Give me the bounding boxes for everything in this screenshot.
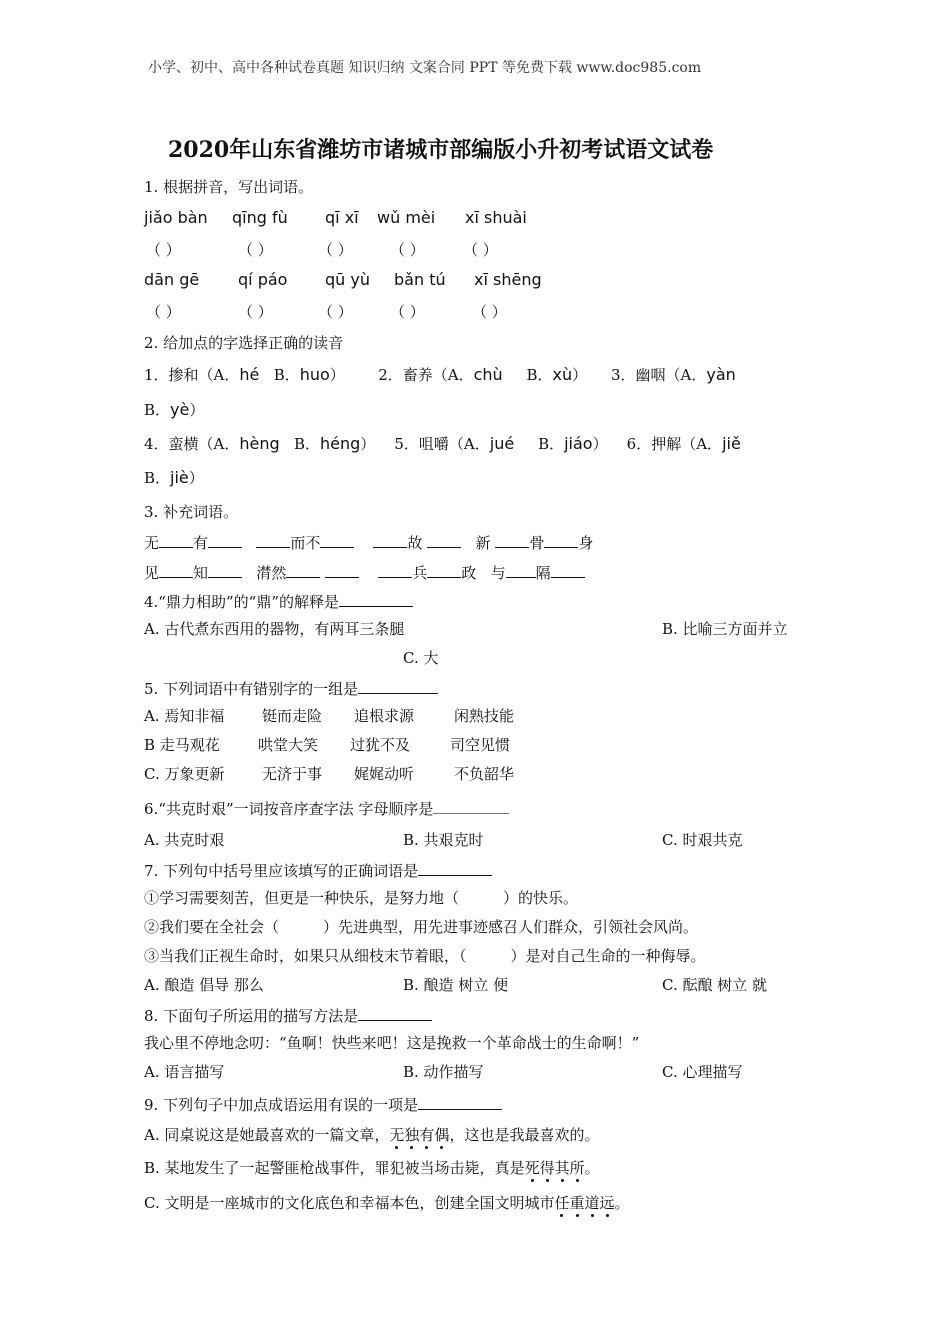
answer-paren[interactable]: （ ）: [238, 303, 273, 321]
pinyin-7: qí páo: [238, 270, 288, 289]
idiom-blank[interactable]: [427, 561, 461, 578]
dotted-idiom: [389, 1126, 449, 1144]
idiom-blank[interactable]: [256, 531, 290, 548]
idiom-blank[interactable]: [208, 531, 242, 548]
sentence-text: ③当我们正视生命时，如果只从细枝末节着眼，（: [144, 947, 467, 965]
question-2-line-1: [144, 365, 736, 385]
answer-blank[interactable]: [358, 677, 438, 694]
question-1-stem: 1. 根据拼音，写出词语。: [144, 178, 314, 196]
idiom-char: 政: [461, 564, 477, 582]
pinyin-option: yè: [170, 400, 190, 419]
option-text: 2．畜养（A．: [378, 366, 474, 384]
option-a[interactable]: [144, 1125, 599, 1145]
idiom-char: 知: [193, 564, 209, 582]
answer-paren[interactable]: （ ）: [318, 241, 353, 259]
option-word: 哄堂大笑: [258, 736, 319, 754]
option-b[interactable]: B. 酿造 树立 便: [403, 976, 509, 994]
pinyin-option: hé: [239, 365, 260, 384]
dotted-char: 道: [584, 1194, 600, 1212]
answer-blank[interactable]: [339, 590, 413, 607]
sentence-text: ②我们要在全社会（: [144, 918, 280, 936]
option-text: ）: [329, 366, 345, 384]
idiom-blank[interactable]: [373, 531, 407, 548]
pinyin-8: qū yù: [325, 270, 370, 289]
option-text: 5．咀嚼（A．: [394, 435, 490, 453]
option-word: 追根求源: [354, 707, 415, 725]
option-a[interactable]: A. 共克时艰: [144, 831, 225, 849]
option-text: ）: [188, 469, 204, 487]
option-b[interactable]: B. 动作描写: [403, 1063, 484, 1081]
question-2-line-2: [144, 400, 204, 420]
option-text: B．: [293, 435, 321, 453]
question-9-text: 9. 下列句子中加点成语运用有误的一项是: [144, 1096, 419, 1114]
answer-blank[interactable]: [358, 1004, 432, 1021]
question-2-line-4: [144, 468, 204, 488]
pinyin-5: xī shuài: [465, 208, 527, 227]
idiom-blank[interactable]: [325, 561, 359, 578]
option-text: 。: [584, 1159, 600, 1177]
idiom-char: 而不: [290, 534, 321, 552]
idiom-row-1: [144, 531, 593, 553]
sentence-text: ）先进典型，用先进事迹感召人们群众，引领社会风尚。: [323, 918, 699, 936]
option-c[interactable]: C. 时艰共克: [662, 831, 743, 849]
dotted-char: 有: [419, 1126, 435, 1144]
question-9-stem: [144, 1093, 502, 1115]
option-text: A. 同桌说这是她最喜欢的一篇文章，: [144, 1126, 390, 1144]
option-a[interactable]: A. 酿造 倡导 那么: [144, 976, 264, 994]
pinyin-3: qī xī: [325, 208, 359, 227]
idiom-blank[interactable]: [506, 561, 536, 578]
option-text: B．: [538, 435, 565, 453]
pinyin-option: chù: [473, 365, 503, 384]
answer-paren[interactable]: （ ）: [238, 241, 273, 259]
option-a[interactable]: A. 古代煮东西用的器物，有两耳三条腿: [144, 620, 405, 638]
answer-paren[interactable]: （ ）: [390, 241, 425, 259]
option-a[interactable]: A. 语言描写: [144, 1063, 225, 1081]
dotted-char: 任: [554, 1194, 570, 1212]
dotted-char: 所: [569, 1159, 585, 1177]
dotted-char: 无: [389, 1126, 405, 1144]
idiom-char: 骨: [529, 534, 545, 552]
dotted-char: 偶: [434, 1126, 450, 1144]
option-text: 4．蛮横（A．: [144, 435, 240, 453]
option-word: 铤而走险: [262, 707, 323, 725]
answer-paren[interactable]: （ ）: [318, 303, 353, 321]
idiom-blank[interactable]: [208, 561, 242, 578]
option-word: 无济于事: [262, 765, 323, 783]
idiom-blank[interactable]: [286, 561, 320, 578]
option-text: B．: [526, 366, 553, 384]
pinyin-6: dān gē: [144, 270, 200, 289]
option-text: ）: [360, 435, 376, 453]
idiom-blank[interactable]: [320, 531, 354, 548]
pinyin-option: huo: [299, 365, 330, 384]
idiom-char: 兵: [412, 564, 428, 582]
option-c[interactable]: C. 酝酿 树立 就: [662, 976, 768, 994]
pinyin-option: jiè: [170, 468, 189, 487]
idiom-char: 故: [407, 534, 423, 552]
answer-blank[interactable]: [433, 797, 509, 814]
question-5-text: 5. 下列词语中有错别字的一组是: [144, 680, 359, 698]
dotted-idiom: [525, 1159, 585, 1177]
dotted-char: 得: [539, 1159, 555, 1177]
sentence-text: ①学习需要刻苦，但更是一种快乐，是努力地（: [144, 889, 460, 907]
idiom-char: 隔: [535, 564, 551, 582]
pinyin-1: jiǎo bàn: [144, 208, 208, 227]
question-7-stem: [144, 859, 492, 881]
question-6-text: 6.“共克时艰”一词按音序查字法 字母顺序是: [144, 800, 434, 818]
idiom-char: 新: [475, 534, 491, 552]
sentence-2: [144, 917, 698, 937]
pinyin-option: xù: [552, 365, 573, 384]
answer-paren[interactable]: （ ）: [146, 241, 181, 259]
question-2-line-3: [144, 434, 741, 454]
question-6-stem: [144, 797, 509, 819]
option-c[interactable]: C. 心理描写: [662, 1063, 743, 1081]
sentence-text: ）的快乐。: [503, 889, 579, 907]
idiom-blank[interactable]: [378, 561, 412, 578]
option-text: B. 某地发生了一起警匪枪战事件，罪犯被当场击毙，真是: [144, 1159, 525, 1177]
answer-paren[interactable]: （ ）: [472, 303, 507, 321]
idiom-blank[interactable]: [544, 531, 578, 548]
dotted-char: 独: [404, 1126, 420, 1144]
question-8-text: 8. 下面句子所运用的描写方法是: [144, 1007, 359, 1025]
pinyin-option: hèng: [239, 434, 280, 453]
option-b[interactable]: B. 共艰克时: [403, 831, 484, 849]
answer-paren[interactable]: （ ）: [463, 241, 498, 259]
option-c[interactable]: [144, 1193, 630, 1213]
page-title: 2020年山东省潍坊市诸城市部编版小升初考试语文试卷: [168, 137, 714, 163]
pinyin-option: yàn: [706, 365, 736, 384]
question-2-stem: 2. 给加点的字选择正确的读音: [144, 334, 344, 352]
question-4-stem: [144, 590, 413, 612]
pinyin-2: qīng fù: [232, 208, 288, 227]
dotted-char: 远: [599, 1194, 615, 1212]
sentence-3: [144, 946, 706, 966]
option-word: 闲熟技能: [454, 707, 515, 725]
idiom-char: 无: [144, 534, 160, 552]
idiom-blank[interactable]: [427, 531, 461, 548]
dotted-idiom: [554, 1194, 614, 1212]
option-word: 过犹不及: [350, 736, 411, 754]
pinyin-option: héng: [320, 434, 361, 453]
dotted-char: 其: [554, 1159, 570, 1177]
option-word: 娓娓动听: [354, 765, 415, 783]
option-b[interactable]: [144, 1158, 600, 1178]
quote-sentence: 我心里不停地念叨：“鱼啊！快些来吧！这是挽救一个革命战士的生命啊！”: [144, 1034, 640, 1052]
question-3-stem: 3. 补充词语。: [144, 503, 239, 521]
sentence-1: [144, 888, 578, 908]
option-text: 3．幽咽（A．: [611, 366, 707, 384]
answer-blank[interactable]: [418, 859, 492, 876]
dotted-char: 死: [524, 1159, 540, 1177]
option-word: 不负韶华: [454, 765, 515, 783]
option-b[interactable]: B. 比喻三方面并立: [662, 620, 788, 638]
option-text: ）: [572, 366, 588, 384]
dotted-char: 重: [569, 1194, 585, 1212]
question-7-text: 7. 下列句中括号里应该填写的正确词语是: [144, 862, 419, 880]
option-text: 6．押解（A．: [626, 435, 723, 453]
option-a[interactable]: A. 焉知非福: [144, 707, 225, 725]
option-text: B．: [273, 366, 300, 384]
idiom-blank[interactable]: [551, 561, 585, 578]
option-text: 1．掺和（A．: [144, 366, 240, 384]
option-text: B．: [144, 401, 171, 419]
option-b[interactable]: B 走马观花: [144, 736, 220, 754]
option-text: 。: [614, 1194, 630, 1212]
option-text: ，这也是我最喜欢的。: [449, 1126, 600, 1144]
idiom-char: 见: [144, 564, 160, 582]
site-header: 小学、初中、高中各种试卷真题 知识归纳 文案合同 PPT 等免费下载 www.doc985.com: [148, 60, 702, 76]
pinyin-option: jiáo: [564, 434, 593, 453]
idiom-char: 身: [578, 534, 594, 552]
question-8-stem: [144, 1004, 432, 1026]
pinyin-option: jué: [489, 434, 515, 453]
idiom-blank[interactable]: [159, 561, 193, 578]
option-word: 司空见惯: [450, 736, 511, 754]
pinyin-option: jiě: [722, 434, 741, 453]
idiom-char: 与: [490, 564, 506, 582]
question-5-stem: [144, 677, 438, 699]
option-c[interactable]: C. 万象更新: [144, 765, 225, 783]
answer-blank[interactable]: [418, 1093, 502, 1110]
option-text: B．: [144, 469, 171, 487]
idiom-blank[interactable]: [495, 531, 529, 548]
idiom-char: 潸然: [256, 564, 287, 582]
option-c[interactable]: C. 大: [403, 649, 439, 667]
option-text: ）: [592, 435, 608, 453]
answer-paren[interactable]: （ ）: [390, 303, 425, 321]
sentence-text: ）是对自己生命的一种侮辱。: [510, 947, 706, 965]
idiom-blank[interactable]: [159, 531, 193, 548]
pinyin-4: wǔ mèi: [377, 208, 436, 227]
option-text: C. 文明是一座城市的文化底色和幸福本色，创建全国文明城市: [144, 1194, 555, 1212]
pinyin-10: xī shēng: [474, 270, 542, 289]
pinyin-9: bǎn tú: [394, 270, 446, 289]
idiom-char: 有: [193, 534, 209, 552]
question-4-text: 4.“鼎力相助”的“鼎”的解释是: [144, 593, 339, 611]
option-text: ）: [189, 401, 205, 419]
answer-paren[interactable]: （ ）: [146, 303, 181, 321]
idiom-row-2: [144, 561, 585, 583]
